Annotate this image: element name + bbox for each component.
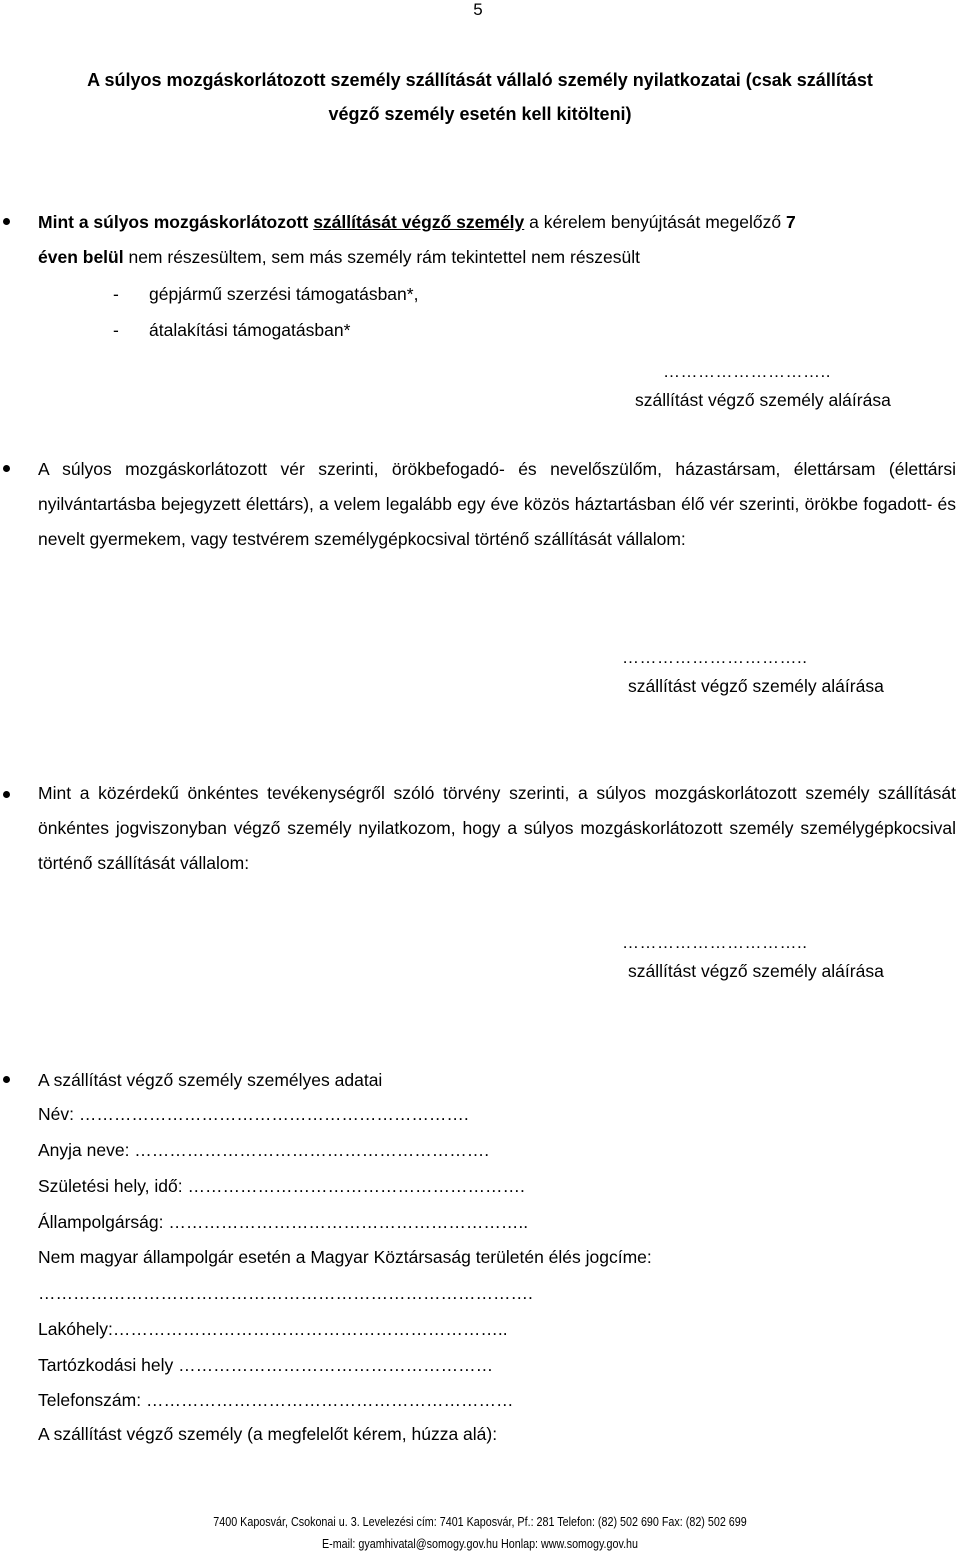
transport-type-label: A szállítást végző személy (a megfelelőt kérem, húzza alá): <box>38 1424 498 1444</box>
section1-bold-1: Mint a súlyos mozgáskorlátozott <box>38 212 309 232</box>
address-field: Lakóhely:………………………………………………………….. <box>38 1319 508 1339</box>
title-line-1: A súlyos mozgáskorlátozott személy szállítását vállaló személy nyilatkozatai (csak szállítást <box>87 70 873 90</box>
signature-line: ………………………….. <box>622 648 808 667</box>
residence-title-label: Nem magyar állampolgár esetén a Magyar Köztársaság területén élés jogcíme: <box>38 1247 652 1267</box>
signature-label: szállítást végző személy aláírása <box>635 390 891 410</box>
page-number: 5 <box>473 0 483 19</box>
mother-name-field: Anyja neve: ……………………………………………………. <box>38 1140 490 1160</box>
signature-line: ………………………….. <box>622 933 808 952</box>
section2-text: A súlyos mozgáskorlátozott vér szerinti, örökbefogadó- és nevelőszülőm, házastársam, élettársam (élettársi nyilvántartásba bejegyzett élettárs), a velem legalább egy éve közös háztartásban élő vér szerinti, örökbe fogadott- és nevelt gyermekem, vagy testvérem személygépkocsival történő szállítását vállalom: <box>38 459 956 549</box>
section1-text-2: a kérelem benyújtását megelőző <box>529 212 782 232</box>
section3-text: Mint a közérdekű önkéntes tevékenységről szóló törvény szerinti, a súlyos mozgáskorlátozott személy szállítását önkéntes jogviszonyban végző személy nyilatkozom, hogy a súlyos mozgáskorlátozott személy személygépkocsival történő szállítását vállalom: <box>38 783 956 873</box>
bullet-icon <box>3 791 10 798</box>
dash: - <box>113 320 119 340</box>
footer-contact: E-mail: gyamhivatal@somogy.gov.hu Honlap: www.somogy.gov.hu <box>321 1537 639 1551</box>
phone-field: Telefonszám: ……………………………………………………… <box>38 1390 514 1410</box>
list-item-label: átalakítási támogatásban* <box>149 320 351 340</box>
section1-text-3: nem részesültem, sem más személy rám tekintettel nem részesült <box>128 247 641 267</box>
signature-line: ……………………….. <box>663 362 831 381</box>
signature-label: szállítást végző személy aláírása <box>628 676 884 696</box>
list-item-label: gépjármű szerzési támogatásban*, <box>149 284 419 304</box>
name-field: Név: …………………………………………………………. <box>38 1104 469 1124</box>
bullet-icon <box>3 218 10 225</box>
page-title <box>20 63 940 131</box>
footer-address: 7400 Kaposvár, Csokonai u. 3. Levelezési cím: 7401 Kaposvár, Pf.: 281 Telefon: (82) 502 690 Fax: (82) 502 699 <box>213 1515 747 1529</box>
section1-underlined: szállítását végző személy <box>313 212 525 232</box>
section1-text <box>38 205 956 275</box>
dash: - <box>113 284 119 304</box>
section1-bold-2: 7 <box>785 212 796 232</box>
citizenship-field: Állampolgárság: …………………………………………………….. <box>38 1212 529 1232</box>
residence-title-field: …………………………………………………………………………. <box>38 1283 533 1303</box>
bullet-icon <box>3 465 10 472</box>
list-item <box>113 312 350 348</box>
stay-field: Tartózkodási hely ……………………………………………… <box>38 1355 494 1375</box>
birth-field: Születési hely, idő: …………………………………………………. <box>38 1176 525 1196</box>
list-item <box>113 276 418 312</box>
section1-bold-3: éven belül <box>38 247 124 267</box>
bullet-icon <box>3 1076 10 1083</box>
title-line-2: végző személy esetén kell kitölteni) <box>328 104 632 124</box>
personal-data-heading: A szállítást végző személy személyes adatai <box>38 1070 383 1090</box>
signature-label: szállítást végző személy aláírása <box>628 961 884 981</box>
